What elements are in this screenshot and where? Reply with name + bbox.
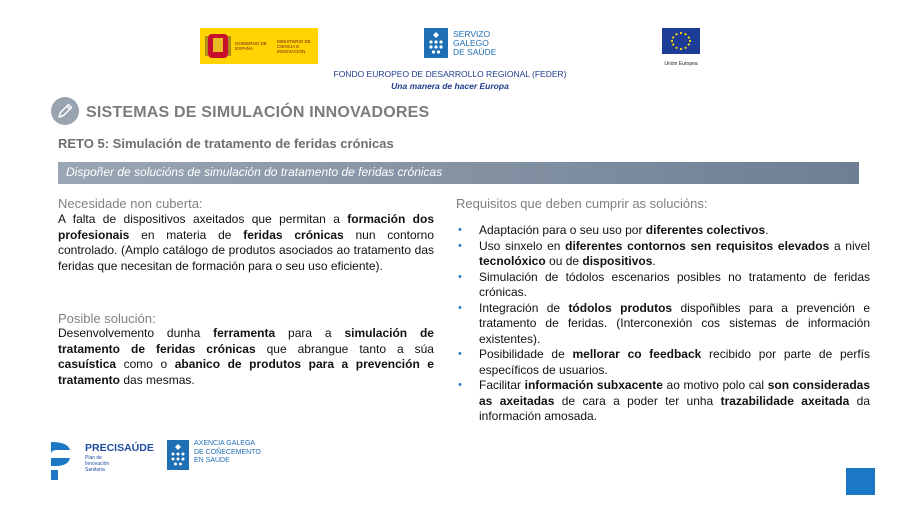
sergas-line3: DE SAÚDE bbox=[453, 46, 497, 57]
text-run: Adaptación para o seu uso por bbox=[479, 223, 646, 237]
text-run: Uso sinxelo en bbox=[479, 238, 566, 253]
text-run: Desenvolvemento dunha bbox=[58, 326, 214, 340]
bold-text: casuística bbox=[58, 357, 117, 371]
text-run: que abrangue tanto a súa bbox=[255, 341, 434, 356]
acis-line1: AXENCIA GALEGA bbox=[194, 440, 256, 447]
coat-of-arms-icon bbox=[205, 31, 231, 61]
acis-line3: EN SAÚDE bbox=[194, 457, 230, 464]
text-run: a nivel bbox=[829, 238, 870, 253]
requirements-list bbox=[456, 223, 870, 425]
corner-accent-box bbox=[846, 468, 875, 495]
bold-text: trazabilidade axeitada bbox=[720, 393, 850, 408]
banner-text: Dispoñer de solucións de simulación do tratamento de feridas crónicas bbox=[66, 165, 443, 179]
text-run: das mesmas. bbox=[120, 372, 195, 387]
text-run: Facilitar bbox=[479, 378, 525, 392]
solution-heading: Posible solución: bbox=[58, 311, 156, 326]
solution-paragraph bbox=[58, 326, 434, 388]
bold-text: abanico de produtos para a prevención e tratamento bbox=[58, 357, 434, 387]
page-title: SISTEMAS DE SIMULACIÓN INNOVADORES bbox=[86, 104, 430, 121]
requirement-item bbox=[456, 378, 870, 425]
bold-text: mellorar co feedback bbox=[572, 347, 702, 361]
text-run: . bbox=[652, 254, 656, 268]
pencil-circle-icon bbox=[50, 96, 80, 126]
requirement-item bbox=[456, 347, 870, 378]
precisaude-mark-icon bbox=[48, 440, 74, 482]
sergas-logo bbox=[424, 26, 514, 60]
text-run: Posibilidade de bbox=[479, 347, 573, 361]
gobierno-espana-logo bbox=[200, 28, 318, 64]
text-run: Integración de bbox=[479, 300, 569, 315]
text-run: para a bbox=[275, 326, 345, 340]
feder-motto: Una manera de hacer Europa bbox=[391, 81, 509, 91]
text-run: Simulación de tódolos escenarios posibles no tratamento de feridas crónicas. bbox=[479, 269, 870, 299]
gov-line1: GOBIERNO DE ESPAÑA bbox=[235, 41, 267, 51]
feder-text: FONDO EUROPEO DE DESARROLLO REGIONAL (FEDER) bbox=[333, 69, 567, 79]
bold-text: simulación de tratamento de feridas crónicas bbox=[58, 326, 434, 356]
bold-text: diferentes contornos sen requisitos elevados bbox=[565, 238, 830, 253]
text-run: ou de bbox=[545, 254, 583, 268]
text-run: recibido por parte de perfís específicos de usuarios. bbox=[479, 347, 870, 377]
text-run: en materia de bbox=[129, 227, 244, 242]
requirement-item bbox=[456, 239, 870, 270]
requirements-heading: Requisitos que deben cumprir as solucións: bbox=[456, 196, 708, 211]
bold-text: son consideradas as axeitadas bbox=[479, 378, 870, 408]
reto-subtitle: RETO 5: Simulación de tratamento de feridas crónicas bbox=[58, 136, 394, 151]
precisaude-sub1: Plan de bbox=[85, 455, 102, 461]
eu-flag-icon bbox=[662, 28, 700, 54]
precisaude-sub2: Innovación bbox=[85, 461, 110, 467]
sergas-line1: SERVIZO bbox=[453, 28, 491, 39]
text-run: como o bbox=[116, 357, 175, 371]
text-run: dispoñibles para a prevención e tratamento de feridas. (Interconexión cos sistemas de información existentes). bbox=[479, 300, 870, 346]
galicia-shield-icon bbox=[424, 28, 448, 58]
bold-text: diferentes colectivos bbox=[645, 223, 766, 237]
need-heading: Necesidade non cuberta: bbox=[58, 196, 203, 211]
requirement-item bbox=[456, 223, 870, 239]
precisaude-sub3: Sanitaria bbox=[85, 467, 105, 473]
text-run: da información amosada. bbox=[479, 393, 871, 423]
text-run: . bbox=[765, 223, 769, 237]
eu-logo bbox=[661, 28, 701, 67]
acis-shield-icon bbox=[167, 440, 189, 470]
need-paragraph bbox=[58, 212, 434, 274]
precisaude-name: PRECISAÚDE bbox=[85, 442, 154, 454]
bold-text: dispositivos bbox=[582, 254, 653, 268]
eu-caption: Unión Europea bbox=[664, 61, 698, 67]
bold-text: tódolos produtos bbox=[568, 300, 673, 315]
bold-text: información subxacente bbox=[524, 378, 663, 392]
bold-text: ferramenta bbox=[213, 326, 276, 340]
acis-line2: DE COÑECEMENTO bbox=[194, 448, 261, 456]
objective-banner bbox=[58, 162, 859, 184]
gov-line2: MINISTERIO DE CIENCIA E INNOVACIÓN bbox=[277, 38, 311, 54]
bold-text: tecnolóxico bbox=[479, 254, 546, 268]
bold-text: formación dos profesionais bbox=[58, 212, 434, 242]
requirement-item bbox=[456, 301, 870, 348]
text-run: nun contorno controlado. (Amplo catálogo de produtos asociados ao tratamento das feridas que necesitan de formación para o seu uso eficiente). bbox=[58, 227, 435, 273]
text-run: A falta de dispositivos axeitados que permitan a bbox=[58, 212, 348, 226]
bold-text: feridas crónicas bbox=[243, 227, 344, 242]
acis-logo bbox=[167, 440, 277, 472]
requirement-item bbox=[456, 270, 870, 301]
sergas-line2: GALEGO bbox=[453, 37, 489, 48]
text-run: ao motivo polo cal bbox=[662, 378, 768, 392]
precisaude-logo bbox=[48, 440, 160, 484]
text-run: de cara a poder ter unha bbox=[554, 393, 721, 408]
